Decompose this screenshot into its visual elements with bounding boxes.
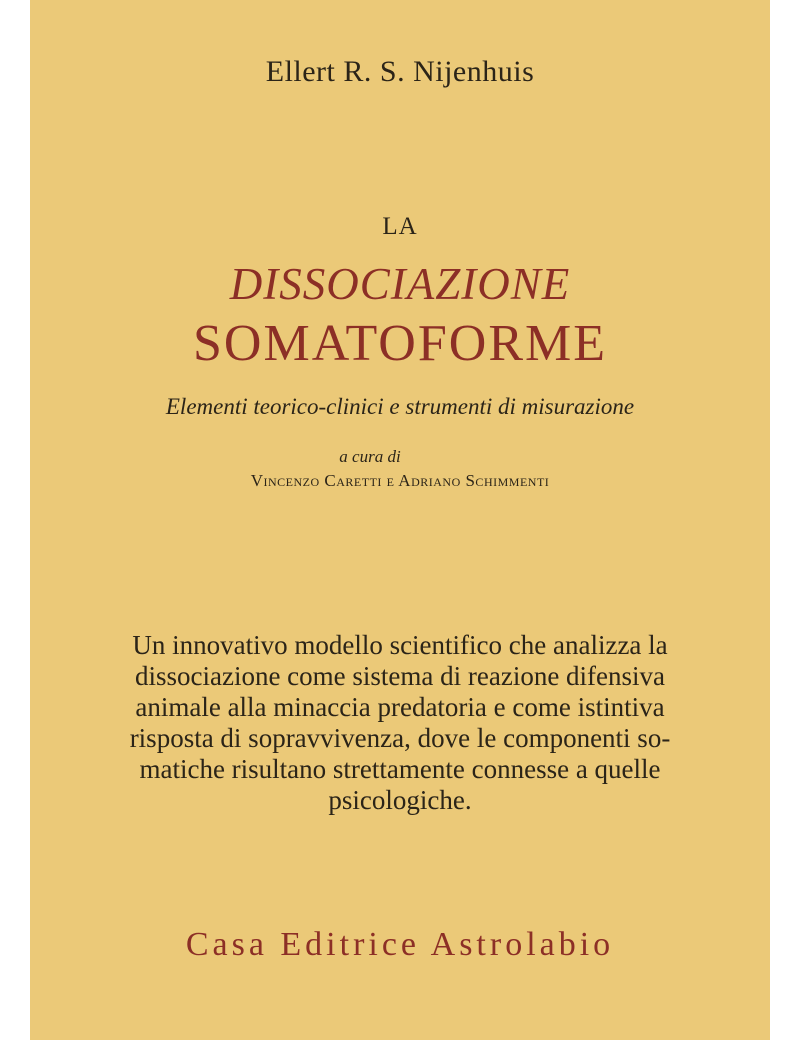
blurb-line: animale alla minaccia predatoria e come istintiva (135, 692, 665, 722)
book-cover (30, 0, 770, 1040)
blurb (70, 630, 730, 816)
title-article: LA (382, 213, 418, 240)
subtitle: Elementi teorico-clinici e strumenti di misurazione (165, 394, 635, 419)
author-name: Ellert R. S. Nijenhuis (265, 55, 535, 88)
title-line-2: SOMATOFORME (192, 315, 608, 372)
edited-by-label: a cura di (339, 447, 401, 466)
blurb-line: risposta di sopravvivenza, dove le componenti so- (129, 723, 671, 753)
blurb-line: Un innovativo modello scientifico che analizza la (132, 630, 668, 660)
blurb-line: psicologiche. (328, 785, 472, 815)
blurb-line: dissociazione come sistema di reazione difensiva (134, 661, 666, 691)
title-line-1: DISSOCIAZIONE (229, 259, 571, 309)
blurb-line: matiche risultano strettamente connesse a quelle (139, 754, 661, 784)
publisher-name: Casa Editrice Astrolabio (185, 926, 615, 963)
editors: Vincenzo Caretti e Adriano Schimmenti (250, 471, 550, 490)
